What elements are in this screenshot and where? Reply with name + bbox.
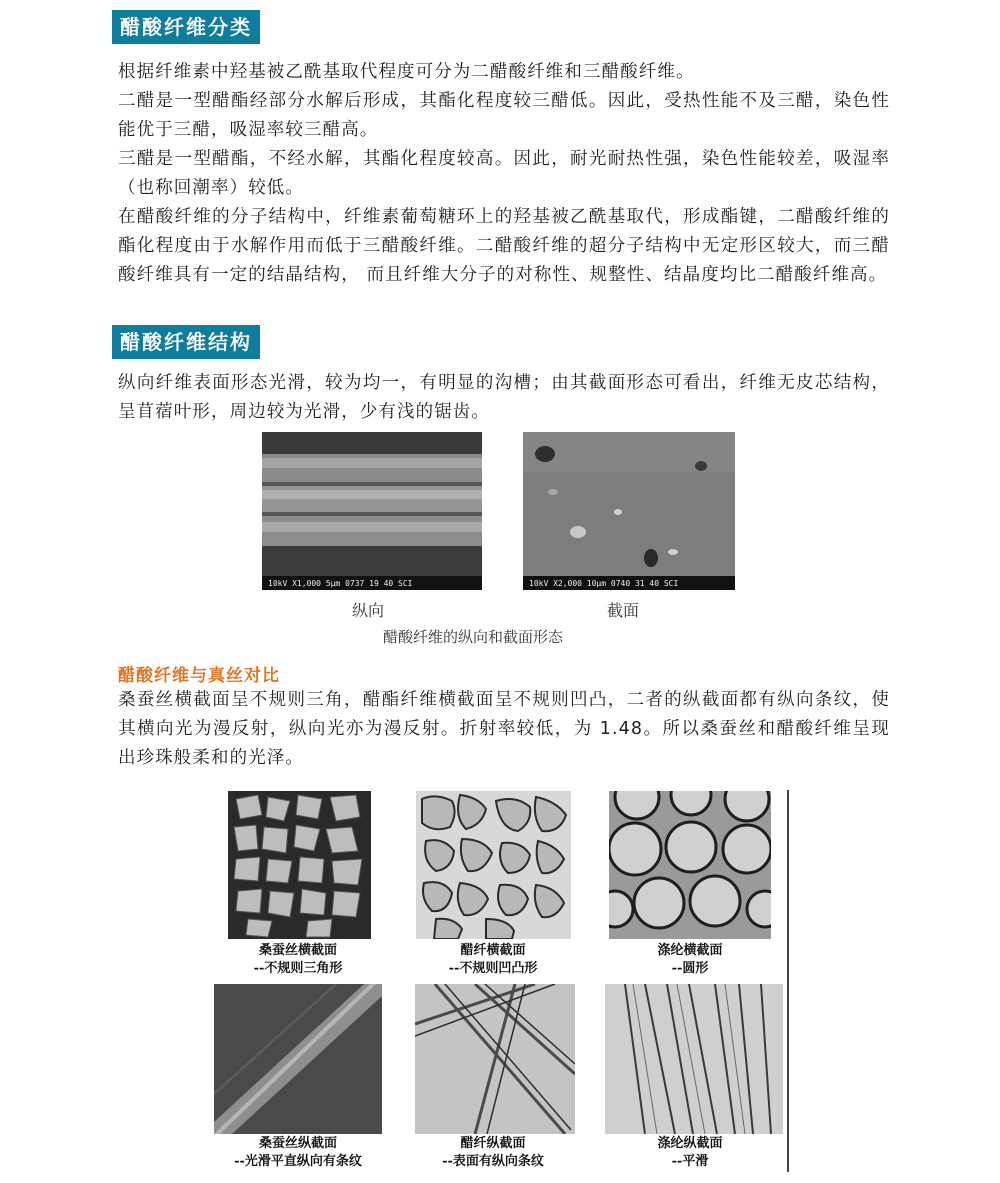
section-title-classification: 醋酸纤维分类 <box>112 10 260 44</box>
acetate-longitudinal-image <box>415 984 575 1134</box>
grid-caption-title: 涤纶纵截面 <box>657 1136 723 1151</box>
classification-paragraph: 三醋是一型醋酯，不经水解，其酯化程度较高。因此，耐光耐热性强，染色性能较差，吸湿率（也称回潮率）较低。 <box>118 149 890 198</box>
grid-caption-polyester-longitudinal <box>605 1135 775 1171</box>
grid-caption-detail: --平滑 <box>671 1154 709 1169</box>
grid-caption-detail: --不规则三角形 <box>253 961 343 976</box>
sem-right-scalebar: 10kV X2,000 10μm 0740 31 40 SCI <box>529 579 679 588</box>
acetate-cross-section-image <box>416 791 571 939</box>
grid-caption-title: 桑蚕丝横截面 <box>258 943 337 958</box>
classification-text <box>118 58 890 290</box>
comparison-text <box>118 686 890 773</box>
sem-left-scalebar: 10kV X1,000 5μm 0737 19 40 SCI <box>268 579 413 588</box>
silk-longitudinal-image <box>214 984 382 1134</box>
comparison-paragraph: 桑蚕丝横截面呈不规则三角，醋酯纤维横截面呈不规则凹凸，二者的纵截面都有纵向条纹，使其横向光为漫反射，纵向光亦为漫反射。折射率较低，为 1.48。所以桑蚕丝和醋酸纤维呈现出珍珠般柔和的光泽。 <box>118 690 890 768</box>
grid-caption-detail: --表面有纵向条纹 <box>442 1154 544 1169</box>
cross-section-label: 截面 <box>607 601 640 620</box>
structure-text <box>118 369 890 427</box>
sem-cross-section-image <box>523 432 735 590</box>
divider <box>787 790 789 1172</box>
sem-longitudinal-image <box>262 432 482 590</box>
silk-cross-section-image <box>228 791 371 939</box>
classification-paragraph: 二醋是一型醋酯经部分水解后形成，其酯化程度较三醋低。因此，受热性能不及三醋，染色性能优于三醋，吸湿率较三醋高。 <box>118 91 890 140</box>
classification-paragraph: 根据纤维素中羟基被乙酰基取代程度可分为二醋酸纤维和三醋酸纤维。 <box>118 62 695 82</box>
figure-caption: 醋酸纤维的纵向和截面形态 <box>383 628 564 646</box>
polyester-longitudinal-image <box>605 984 783 1134</box>
grid-caption-polyester-cross <box>605 942 775 978</box>
grid-caption-detail: --不规则凹凸形 <box>448 961 538 976</box>
grid-caption-acetate-cross <box>408 942 578 978</box>
section-title-comparison: 醋酸纤维与真丝对比 <box>118 666 280 686</box>
grid-caption-acetate-longitudinal <box>408 1135 578 1171</box>
classification-paragraph: 在醋酸纤维的分子结构中，纤维素葡萄糖环上的羟基被乙酰基取代，形成酯键，二醋酸纤维的酯化程度由于水解作用而低于三醋酸纤维。二醋酸纤维的超分子结构中无定形区较大，而三醋酸纤维具有一定的结晶结构， 而且纤维大分子的对称性、规整性、结晶度均比二醋酸纤维高。 <box>118 207 890 285</box>
grid-caption-title: 涤纶横截面 <box>657 943 723 958</box>
grid-caption-title: 醋纤纵截面 <box>460 1136 526 1151</box>
grid-caption-title: 桑蚕丝纵截面 <box>258 1136 337 1151</box>
grid-caption-detail: --圆形 <box>671 961 709 976</box>
section-title-structure: 醋酸纤维结构 <box>112 325 260 359</box>
grid-caption-title: 醋纤横截面 <box>460 943 526 958</box>
structure-paragraph: 纵向纤维表面形态光滑，较为均一，有明显的沟槽；由其截面形态可看出，纤维无皮芯结构，呈苜蓿叶形，周边较为光滑，少有浅的锯齿。 <box>118 373 890 422</box>
grid-caption-silk-longitudinal <box>213 1135 383 1171</box>
polyester-cross-section-image <box>609 791 771 939</box>
grid-caption-silk-cross <box>213 942 383 978</box>
grid-caption-detail: --光滑平直纵向有条纹 <box>234 1154 362 1169</box>
longitudinal-label: 纵向 <box>352 601 385 620</box>
